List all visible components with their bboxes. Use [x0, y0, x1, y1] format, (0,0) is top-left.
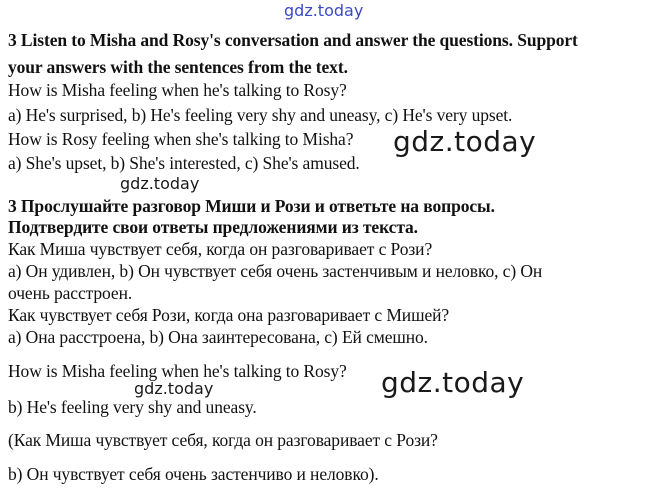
- english-task-title-line1: 3 Listen to Misha and Rosy's conversation and answer the questions. Support: [8, 30, 578, 50]
- watermark-top: gdz.today: [284, 1, 364, 20]
- russian-question-1: Как Миша чувствует себя, когда он разговаривает с Рози?: [8, 239, 433, 259]
- russian-task-title-line2: Подтвердите свои ответы предложениями из текста.: [8, 217, 418, 237]
- watermark-mid-right: gdz.today: [393, 125, 537, 158]
- answer-text: b) He's feeling very shy and uneasy.: [8, 397, 257, 417]
- watermark-lower-big: gdz.today: [381, 366, 525, 399]
- answer-text-russian: b) Он чувствует себя очень застенчиво и неловко).: [8, 464, 379, 484]
- russian-question-1-options-line2: очень расстроен.: [8, 283, 133, 303]
- english-question-1: How is Misha feeling when he's talking to Rosy?: [8, 80, 347, 100]
- russian-question-2-options: а) Она расстроена, b) Она заинтересована, с) Ей смешно.: [8, 327, 428, 347]
- watermark-lower-small: gdz.today: [134, 379, 214, 398]
- answer-question-russian: (Как Миша чувствует себя, когда он разговаривает с Рози?: [8, 430, 438, 450]
- watermark-mid-left: gdz.today: [120, 174, 200, 193]
- english-question-1-options: a) He's surprised, b) He's feeling very shy and uneasy, c) He's very upset.: [8, 105, 513, 125]
- russian-question-1-options-line1: а) Он удивлен, b) Он чувствует себя очень застенчивым и неловко, с) Он: [8, 261, 543, 281]
- russian-task-title-line1: 3 Прослушайте разговор Миши и Рози и ответьте на вопросы.: [8, 196, 495, 216]
- english-question-2: How is Rosy feeling when she's talking to Misha?: [8, 129, 354, 149]
- russian-question-2: Как чувствует себя Рози, когда она разговаривает с Мишей?: [8, 305, 450, 325]
- english-question-2-options: a) She's upset, b) She's interested, c) She's amused.: [8, 153, 360, 173]
- english-task-title-line2: your answers with the sentences from the text.: [8, 57, 348, 77]
- answer-question: How is Misha feeling when he's talking to Rosy?: [8, 361, 347, 381]
